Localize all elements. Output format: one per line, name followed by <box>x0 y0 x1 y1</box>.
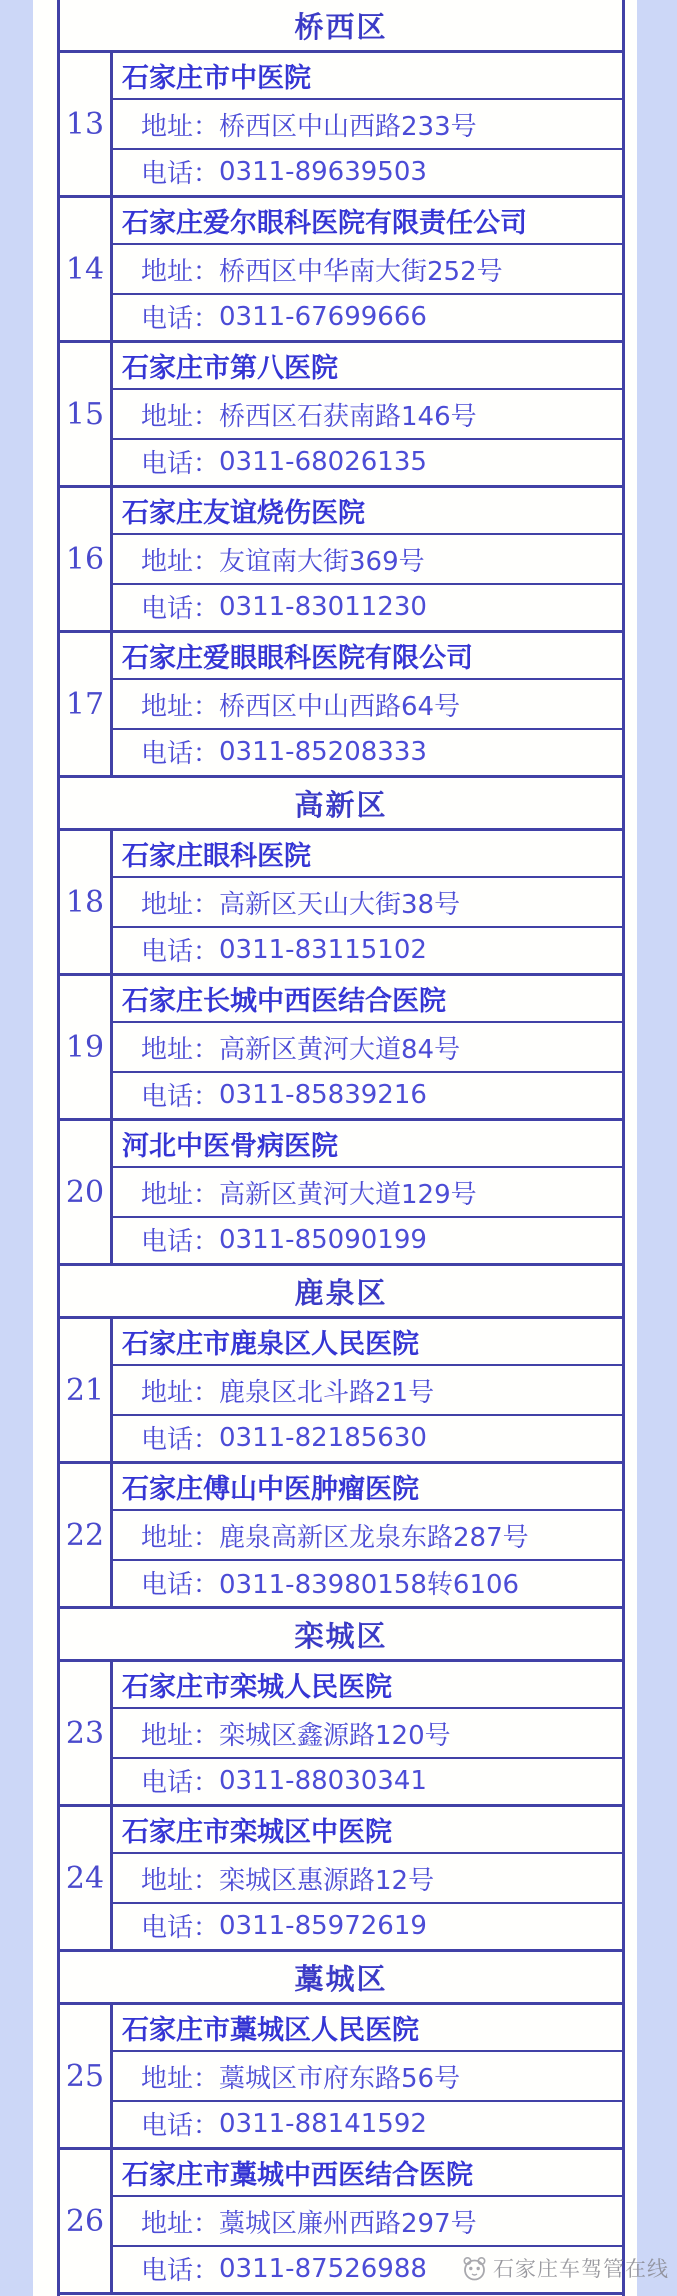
address-row <box>113 1168 622 1218</box>
hospital-name-row <box>113 1662 622 1709</box>
hospital-entry <box>60 2005 622 2150</box>
phone-label: 电话： <box>141 1570 220 1600</box>
address-row <box>113 2052 622 2102</box>
phone-label: 电话： <box>141 2256 220 2286</box>
entry-number: 17 <box>65 686 105 722</box>
entry-number: 13 <box>65 106 105 142</box>
entry-number-cell <box>60 198 113 340</box>
address-label: 地址： <box>141 546 220 577</box>
phone-value: 0311-85839216 <box>219 1079 427 1110</box>
hospital-name: 石家庄傅山中医肿瘤医院 <box>122 1474 419 1505</box>
entry-rows <box>113 976 622 1118</box>
hospital-entry <box>60 1662 622 1807</box>
phone-value: 0311-85972619 <box>219 1910 427 1941</box>
hospital-name-row <box>113 1319 622 1366</box>
entry-number: 22 <box>65 1517 105 1553</box>
address-label: 地址： <box>141 1522 220 1553</box>
address-label: 地址： <box>141 401 220 432</box>
address-label: 地址： <box>141 111 220 142</box>
hospital-entry <box>60 976 622 1121</box>
phone-value: 0311-82185630 <box>219 1422 427 1453</box>
entry-number-cell <box>60 1121 113 1263</box>
phone-label: 电话： <box>141 594 220 624</box>
hospital-name: 石家庄市中医院 <box>122 63 311 94</box>
phone-row <box>113 1759 622 1802</box>
address-label: 地址： <box>141 256 220 287</box>
address-label: 地址： <box>141 1865 220 1896</box>
phone-label: 电话： <box>141 159 220 189</box>
address-row <box>113 535 622 585</box>
address-value: 藁城区廉州西路297号 <box>219 2208 477 2239</box>
hospital-entry <box>60 1121 622 1266</box>
address-row <box>113 1023 622 1073</box>
address-label: 地址： <box>141 1034 220 1065</box>
entry-number-cell <box>60 53 113 195</box>
phone-value: 0311-88030341 <box>219 1765 427 1796</box>
entry-number: 14 <box>65 251 105 287</box>
phone-value: 0311-83980158转6106 <box>219 1570 520 1600</box>
entry-rows <box>113 633 622 775</box>
address-value: 桥西区石获南路146号 <box>219 401 477 432</box>
hospital-name: 石家庄长城中西医结合医院 <box>122 986 446 1017</box>
district-name: 鹿泉区 <box>294 1275 388 1310</box>
address-row <box>113 2197 622 2247</box>
watermark-text: 石家庄车驾管在线 <box>493 2257 669 2281</box>
phone-label: 电话： <box>141 1768 220 1798</box>
entry-number-cell <box>60 1319 113 1461</box>
address-row <box>113 100 622 150</box>
address-value: 友谊南大街369号 <box>219 546 425 577</box>
district-header <box>60 0 622 53</box>
entry-rows <box>113 1319 622 1461</box>
address-label: 地址： <box>141 1720 220 1751</box>
hospital-name-row <box>113 831 622 878</box>
hospital-entry <box>60 343 622 488</box>
hospital-entry <box>60 488 622 633</box>
hospital-name-row <box>113 2150 622 2197</box>
hospital-name-row <box>113 633 622 680</box>
phone-value: 0311-85208333 <box>219 736 427 767</box>
phone-value: 0311-68026135 <box>219 446 427 477</box>
phone-row <box>113 2102 622 2145</box>
phone-value: 0311-83115102 <box>219 934 427 965</box>
entry-rows <box>113 1807 622 1949</box>
hospital-name: 石家庄市栾城人民医院 <box>122 1672 392 1703</box>
phone-label: 电话： <box>141 449 220 479</box>
address-value: 桥西区中华南大街252号 <box>219 256 503 287</box>
hospital-name: 石家庄市第八医院 <box>122 353 338 384</box>
entry-rows <box>113 2150 622 2292</box>
address-value: 高新区天山大街38号 <box>219 889 461 920</box>
address-value: 桥西区中山西路233号 <box>219 111 477 142</box>
entry-number-cell <box>60 343 113 485</box>
entry-number: 26 <box>65 2203 105 2239</box>
hospital-name: 石家庄市栾城区中医院 <box>122 1817 392 1848</box>
entry-rows <box>113 343 622 485</box>
address-value: 藁城区市府东路56号 <box>219 2063 461 2094</box>
district-header <box>60 778 622 831</box>
phone-row <box>113 2247 622 2290</box>
district-name: 桥西区 <box>294 9 388 44</box>
district-header <box>60 1266 622 1319</box>
address-value: 高新区黄河大道129号 <box>219 1179 477 1210</box>
hospital-name: 河北中医骨病医院 <box>122 1131 338 1162</box>
hospital-entry <box>60 1807 622 1952</box>
address-value: 高新区黄河大道84号 <box>219 1034 461 1065</box>
district-header <box>60 1609 622 1662</box>
phone-value: 0311-89639503 <box>219 156 427 187</box>
hospital-entry <box>60 198 622 343</box>
address-row <box>113 1511 622 1561</box>
hospital-name-row <box>113 1464 622 1511</box>
address-value: 栾城区惠源路12号 <box>219 1865 435 1896</box>
phone-label: 电话： <box>141 739 220 769</box>
entry-rows <box>113 1121 622 1263</box>
phone-row <box>113 1218 622 1261</box>
address-label: 地址： <box>141 1377 220 1408</box>
address-label: 地址： <box>141 1179 220 1210</box>
hospital-name: 石家庄眼科医院 <box>122 841 311 872</box>
entry-number: 18 <box>65 884 105 920</box>
entry-number: 19 <box>65 1029 105 1065</box>
hospital-name: 石家庄市鹿泉区人民医院 <box>122 1329 419 1360</box>
address-row <box>113 245 622 295</box>
phone-row <box>113 1416 622 1459</box>
entry-number-cell <box>60 1807 113 1949</box>
phone-value: 0311-87526988 <box>219 2253 427 2284</box>
hospital-name: 石家庄市藁城区人民医院 <box>122 2015 419 2046</box>
phone-row <box>113 928 622 971</box>
entry-number-cell <box>60 831 113 973</box>
hospital-name-row <box>113 976 622 1023</box>
address-value: 鹿泉高新区龙泉东路287号 <box>219 1522 529 1553</box>
phone-row <box>113 1073 622 1116</box>
entry-rows <box>113 488 622 630</box>
address-value: 栾城区鑫源路120号 <box>219 1720 451 1751</box>
address-label: 地址： <box>141 691 220 722</box>
hospital-name: 石家庄市藁城中西医结合医院 <box>122 2160 473 2191</box>
hospital-name: 石家庄爱尔眼科医院有限责任公司 <box>122 208 527 239</box>
address-label: 地址： <box>141 2208 220 2239</box>
district-name: 高新区 <box>294 787 388 822</box>
address-row <box>113 680 622 730</box>
address-row <box>113 1709 622 1759</box>
hospital-name-row <box>113 343 622 390</box>
entry-rows <box>113 1662 622 1804</box>
hospital-name-row <box>113 2005 622 2052</box>
entry-number: 16 <box>65 541 105 577</box>
phone-label: 电话： <box>141 304 220 334</box>
entry-number-cell <box>60 2150 113 2292</box>
phone-row <box>113 150 622 193</box>
phone-value: 0311-83011230 <box>219 591 427 622</box>
entry-rows <box>113 53 622 195</box>
address-row <box>113 1854 622 1904</box>
phone-label: 电话： <box>141 1227 220 1257</box>
entry-number: 21 <box>65 1372 105 1408</box>
entry-number-cell <box>60 1662 113 1804</box>
hospital-name-row <box>113 1121 622 1168</box>
entry-number: 23 <box>65 1715 105 1751</box>
entry-number: 20 <box>65 1174 105 1210</box>
address-value: 桥西区中山西路64号 <box>219 691 461 722</box>
phone-value: 0311-85090199 <box>219 1224 427 1255</box>
entry-number-cell <box>60 488 113 630</box>
phone-row <box>113 295 622 338</box>
hospital-entry <box>60 53 622 198</box>
phone-row <box>113 1904 622 1947</box>
hospital-entry <box>60 633 622 778</box>
hospital-entry <box>60 1464 622 1609</box>
entry-number-cell <box>60 633 113 775</box>
hospital-name-row <box>113 488 622 535</box>
hospital-entry <box>60 831 622 976</box>
hospital-table <box>57 0 625 2296</box>
hospital-name-row <box>113 198 622 245</box>
phone-label: 电话： <box>141 1913 220 1943</box>
entry-number: 24 <box>65 1860 105 1896</box>
address-label: 地址： <box>141 889 220 920</box>
phone-value: 0311-67699666 <box>219 301 427 332</box>
phone-label: 电话： <box>141 1082 220 1112</box>
phone-row <box>113 730 622 773</box>
district-header <box>60 1952 622 2005</box>
address-row <box>113 1366 622 1416</box>
phone-row <box>113 1561 622 1604</box>
entry-rows <box>113 1464 622 1606</box>
phone-value: 0311-88141592 <box>219 2108 427 2139</box>
phone-label: 电话： <box>141 2111 220 2141</box>
address-row <box>113 390 622 440</box>
entry-number-cell <box>60 976 113 1118</box>
district-name: 栾城区 <box>294 1618 388 1653</box>
entry-rows <box>113 198 622 340</box>
hospital-name-row <box>113 1807 622 1854</box>
hospital-entry <box>60 2150 622 2295</box>
phone-row <box>113 440 622 483</box>
hospital-entry <box>60 1319 622 1464</box>
district-name: 藁城区 <box>294 1961 388 1996</box>
phone-label: 电话： <box>141 937 220 967</box>
hospital-name: 石家庄爱眼眼科医院有限公司 <box>122 643 473 674</box>
address-label: 地址： <box>141 2063 220 2094</box>
entry-number: 15 <box>65 396 105 432</box>
entry-rows <box>113 831 622 973</box>
entry-number-cell <box>60 1464 113 1606</box>
hospital-name: 石家庄友谊烧伤医院 <box>122 498 365 529</box>
address-row <box>113 878 622 928</box>
entry-rows <box>113 2005 622 2147</box>
phone-label: 电话： <box>141 1425 220 1455</box>
entry-number: 25 <box>65 2058 105 2094</box>
entry-number-cell <box>60 2005 113 2147</box>
phone-row <box>113 585 622 628</box>
address-value: 鹿泉区北斗路21号 <box>219 1377 435 1408</box>
hospital-name-row <box>113 53 622 100</box>
